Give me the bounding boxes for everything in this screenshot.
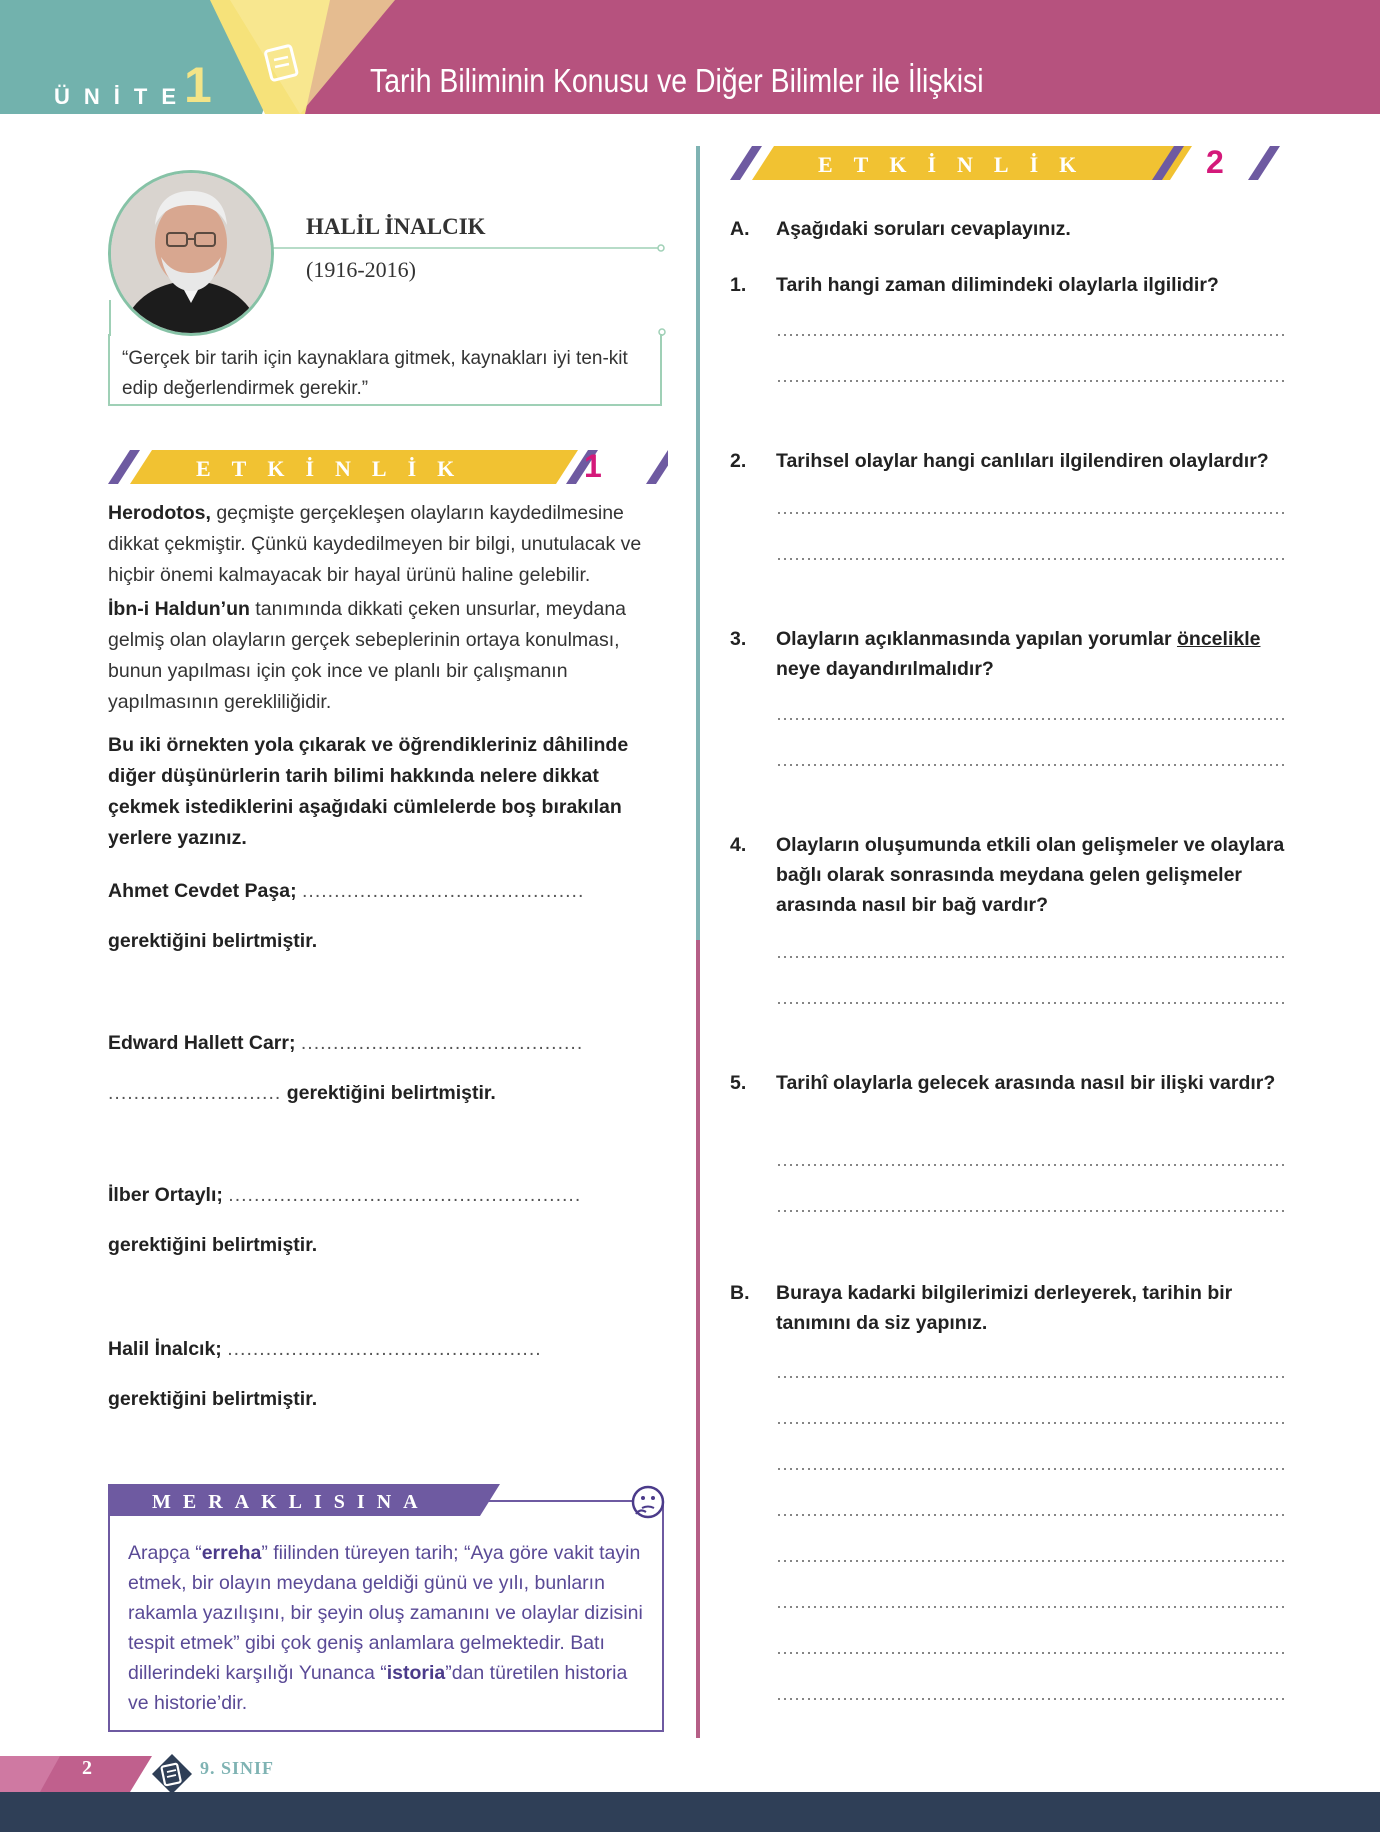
mer-term-erreha: erreha xyxy=(201,1542,262,1564)
answer-line[interactable] xyxy=(776,1002,1286,1004)
answer-line[interactable] xyxy=(776,718,1286,720)
activity1-banner xyxy=(108,450,668,486)
question-text: Tarihî olaylarla gelecek arasında nasıl bir ilişki vardır? xyxy=(776,1072,1276,1094)
question-text xyxy=(776,624,1290,684)
notes-icon xyxy=(150,1752,194,1796)
answer-line[interactable] xyxy=(776,1422,1286,1424)
unit-label: ÜNİTE xyxy=(54,84,190,109)
profile-years: (1916-2016) xyxy=(306,257,416,282)
section-a-heading xyxy=(730,214,1290,244)
ibn-haldun-name: İbn-i Haldun’un xyxy=(108,598,250,620)
activity1-label: ETKİNLİK xyxy=(196,456,476,481)
thinker-name-2: Edward Hallett Carr; xyxy=(108,1032,296,1054)
answer-line[interactable] xyxy=(776,1468,1286,1470)
suffix-text-4: gerektiğini belirtmiştir. xyxy=(108,1388,318,1410)
question-number: 3. xyxy=(730,628,747,650)
suffix-text-2: gerektiğini belirtmiştir. xyxy=(286,1082,496,1104)
herodotos-text: geçmişte gerçekleşen olayların kaydedilmesine dikkat çekmiştir. Çünkü kaydedilmeyen bir bilgi, unutulacak ve hiçbir önemi kalmayacak bir hayal ürünü haline gelebilir. xyxy=(108,502,642,586)
answer-blank[interactable]: ....................................................... xyxy=(228,1184,582,1206)
answer-line[interactable] xyxy=(776,1164,1286,1166)
thinker-name-3: İlber Ortaylı; xyxy=(108,1184,223,1206)
portrait-photo xyxy=(108,170,274,336)
activity1-number: 1 xyxy=(584,448,602,484)
answer-line[interactable] xyxy=(776,1652,1286,1654)
profile-quote: “Gerçek bir tarih için kaynaklara gitmek, kaynakları iyi ten-kit edip değerlendirmek gerekir.” xyxy=(122,348,628,399)
unit-number: 1 xyxy=(184,57,212,113)
footer-page-tab xyxy=(0,1756,160,1792)
question-4 xyxy=(730,830,1290,920)
activity2-banner xyxy=(730,146,1290,182)
activity2-label: ETKİNLİK xyxy=(818,152,1098,177)
answer-blank[interactable]: ........................... xyxy=(108,1082,282,1104)
question-text: Tarihsel olaylar hangi canlıları ilgilendiren olaylardır? xyxy=(776,450,1269,472)
answer-line[interactable] xyxy=(776,1376,1286,1378)
question-3 xyxy=(730,624,1290,684)
mer-text-part-1: Arapça “ xyxy=(128,1542,202,1564)
mer-term-istoria: istoria xyxy=(386,1662,446,1684)
activity2-number: 2 xyxy=(1206,144,1224,180)
answer-line[interactable] xyxy=(776,512,1286,514)
thinker-line-2[interactable] xyxy=(108,1032,583,1055)
ibn-haldun-text: tanımında dikkati çeken unsurlar, meydana gelmiş olan olayların gerçek sebeplerinin ortaya konulması, bunun yapılması için çok ince ve planlı bir çalışmanın yapılmasının gerekliliğidir. xyxy=(108,598,627,713)
activity1-instruction: Bu iki örnekten yola çıkarak ve öğrendikleriniz dâhilinde diğer düşünürlerin tarih bilimi hakkında nelere dikkat çekmek istediklerini aşağıdaki cümlelerde boş bırakılan yerlere yazınız. xyxy=(108,734,629,849)
grade-label: 9. SINIF xyxy=(200,1758,275,1778)
answer-line[interactable] xyxy=(776,1514,1286,1516)
column-divider-bottom xyxy=(696,940,700,1738)
mer-text-part-3: ”dan türetilen historia ve historie’dir. xyxy=(128,1662,628,1714)
answer-line[interactable] xyxy=(776,956,1286,958)
meraklisina-label: MERAKLISINA xyxy=(152,1491,430,1513)
question-text-part-2: neye dayandırılmalıdır? xyxy=(776,658,994,680)
answer-line[interactable] xyxy=(776,764,1286,766)
section-b-text: Buraya kadarki bilgilerimizi derleyerek, tarihin bir tanımını da siz yapınız. xyxy=(776,1282,1233,1334)
question-1 xyxy=(730,270,1290,300)
ibn-haldun-paragraph xyxy=(108,594,668,718)
thinker-line-1[interactable] xyxy=(108,880,584,903)
question-number: 5. xyxy=(730,1072,747,1094)
question-number: 4. xyxy=(730,834,747,856)
question-2 xyxy=(730,446,1290,476)
answer-line[interactable] xyxy=(776,1560,1286,1562)
page-number: 2 xyxy=(82,1757,92,1779)
question-number: 2. xyxy=(730,450,747,472)
thinker-line-4[interactable] xyxy=(108,1338,542,1361)
footer-bar xyxy=(0,1792,1380,1832)
section-b-heading xyxy=(730,1278,1290,1338)
profile-name: HALİL İNALCIK xyxy=(306,214,486,239)
answer-line[interactable] xyxy=(776,1606,1286,1608)
suffix-text-3: gerektiğini belirtmiştir. xyxy=(108,1234,318,1256)
thinker-line-3[interactable] xyxy=(108,1184,581,1207)
answer-blank[interactable]: ............................................ xyxy=(300,1032,584,1054)
question-text: Olayların oluşumunda etkili olan gelişmeler ve olaylara bağlı olarak sonrasında meydana gelen gelişmeler arasında nasıl bir bağ vardır? xyxy=(776,834,1285,916)
page-title: Tarih Biliminin Konusu ve Diğer Bilimler ile İlişkisi xyxy=(370,62,984,99)
thinker-name-4: Halil İnalcık; xyxy=(108,1338,222,1360)
question-text-part-1: Olayların açıklanmasında yapılan yorumlar xyxy=(776,628,1178,650)
answer-line[interactable] xyxy=(776,380,1286,382)
question-text: Tarih hangi zaman dilimindeki olaylarla ilgilidir? xyxy=(776,274,1219,296)
thinker-name-1: Ahmet Cevdet Paşa; xyxy=(108,880,297,902)
section-a-letter: A. xyxy=(730,218,750,240)
mer-text-part-2: ” fiilinden türeyen tarih; “Aya göre vakit tayin etmek, bir olayın meydana geldiği günü ve yılı, bunların rakamla yazılışını, bir şeyin oluş zamanını ve olaylar dizisini tespit etmek” gibi çok geniş anlamlara gelmektedir. Batı dillerindeki karşılığı Yunanca “ xyxy=(128,1542,643,1684)
question-underlined-word: öncelikle xyxy=(1177,628,1261,650)
question-number: 1. xyxy=(730,274,747,296)
portrait-person-icon xyxy=(111,173,271,333)
answer-line[interactable] xyxy=(776,334,1286,336)
question-5 xyxy=(730,1068,1290,1098)
answer-blank[interactable]: ................................................. xyxy=(227,1338,542,1360)
answer-blank[interactable]: ............................................ xyxy=(302,880,585,902)
suffix-text-1: gerektiğini belirtmiştir. xyxy=(108,930,318,952)
meraklisina-text xyxy=(128,1538,648,1718)
section-b-letter: B. xyxy=(730,1282,750,1304)
answer-line[interactable] xyxy=(776,558,1286,560)
suffix-line-2[interactable] xyxy=(108,1082,496,1105)
section-a-text: Aşağıdaki soruları cevaplayınız. xyxy=(776,218,1071,240)
thinking-face-icon xyxy=(630,1484,666,1520)
herodotos-paragraph xyxy=(108,498,668,591)
herodotos-name: Herodotos, xyxy=(108,502,211,524)
answer-line[interactable] xyxy=(776,1698,1286,1700)
answer-line[interactable] xyxy=(776,1210,1286,1212)
